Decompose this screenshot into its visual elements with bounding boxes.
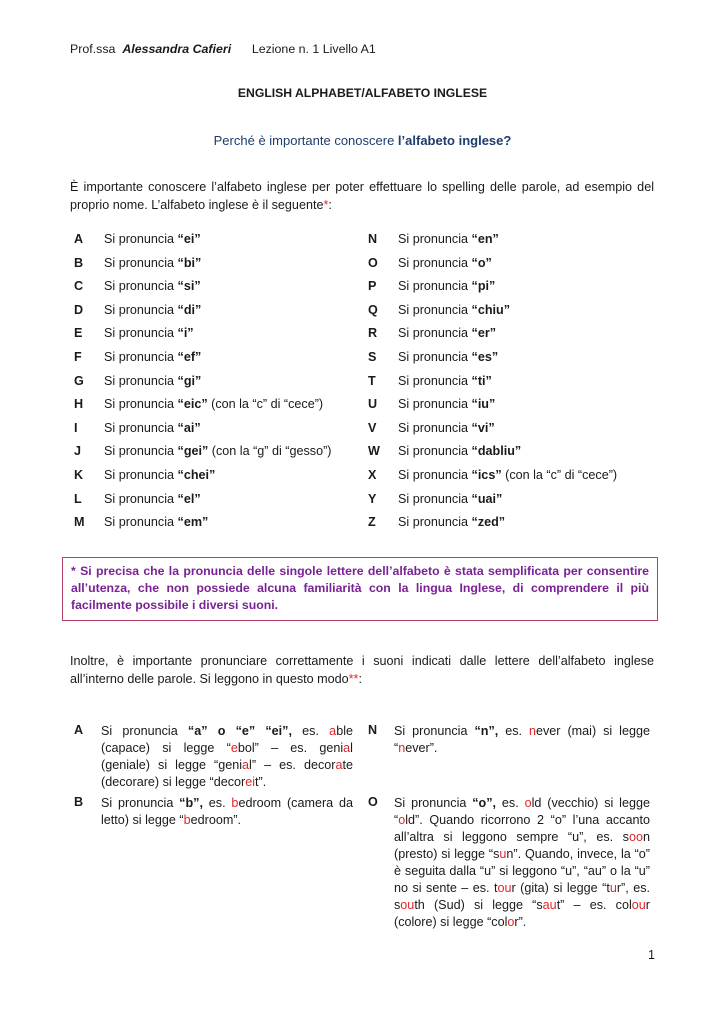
highlighted-sound: b	[231, 796, 239, 810]
alphabet-letter: Q	[368, 302, 378, 317]
alphabet-letter: C	[74, 279, 84, 294]
pronunciation-extra: (con la “c” di “cece”)	[501, 468, 618, 482]
sound-text: Si pronuncia	[101, 796, 180, 810]
alphabet-pronunciation	[104, 323, 194, 343]
sound-text: Si pronuncia	[394, 796, 473, 810]
sound-text: ever (mai) si legge “	[394, 724, 650, 755]
alphabet-pronunciation	[104, 465, 215, 485]
pronunciation-sound: “i”	[177, 326, 194, 341]
pronunciation-prefix: Si pronuncia	[398, 279, 472, 294]
highlighted-sound: u	[499, 847, 507, 861]
alphabet-letter: R	[368, 326, 378, 341]
sound-text: n”. Quando, invece, la “o” è seguita dalla “u” si leggono “u”, “au” o la “u” no si sente – es. t	[394, 847, 650, 895]
pronunciation-sound: “uai”	[471, 491, 503, 506]
sound-text: edroom”.	[190, 813, 242, 827]
pronunciation-sound: “ti”	[471, 373, 492, 388]
highlighted-sound: au	[542, 898, 557, 912]
alphabet-list-right	[368, 229, 658, 530]
alphabet-letter: V	[368, 420, 377, 435]
alphabet-pronunciation	[398, 347, 498, 367]
intro-paragraph	[70, 178, 654, 214]
page-header	[70, 42, 376, 56]
alphabet-pronunciation	[398, 371, 492, 391]
sound-text: ld (vecchio) si legge “	[394, 796, 650, 827]
pronunciation-sound: “ef”	[177, 350, 202, 364]
alphabet-pronunciation	[104, 418, 201, 438]
alphabet-letter: Z	[368, 515, 376, 530]
page-number: 1	[647, 948, 655, 962]
alphabet-letter: H	[74, 397, 84, 412]
alphabet-pronunciation	[104, 371, 201, 391]
sound-letter-o: O	[368, 795, 378, 809]
highlighted-sound: u	[609, 881, 617, 895]
pronunciation-prefix: Si pronuncia	[104, 350, 178, 364]
highlighted-sound: n	[528, 724, 536, 738]
sound-text: l (geniale) si legge “geni	[101, 741, 353, 772]
alphabet-letter: D	[74, 302, 84, 317]
pronunciation-prefix: Si pronuncia	[104, 397, 178, 412]
note-asterisk: *	[71, 564, 76, 578]
sound-text: te (decorare) si legge “decor	[101, 758, 353, 789]
alphabet-pronunciation	[398, 253, 492, 273]
sound-text: es.	[496, 796, 525, 810]
pronunciation-prefix: Si pronuncia	[104, 444, 178, 459]
sound-letter-a: A	[74, 723, 84, 737]
pronunciation-prefix: Si pronuncia	[104, 420, 178, 435]
pronunciation-prefix: Si pronuncia	[398, 326, 472, 341]
pronunciation-prefix: Si pronuncia	[398, 302, 472, 317]
highlighted-sound: a	[242, 758, 250, 772]
alphabet-pronunciation	[104, 489, 201, 509]
alphabet-pronunciation	[398, 300, 510, 320]
pronunciation-sound: “es”	[471, 350, 499, 364]
moreover-text: Inoltre, è importante pronunciare correttamente i suoni indicati dalle lettere dell’alfabeto inglese all’interno delle parole. Si leggono in questo modo	[70, 654, 654, 686]
alphabet-pronunciation	[104, 347, 201, 367]
sound-text: edroom (camera da letto) si legge “	[101, 796, 353, 827]
pronunciation-sound: “pi”	[471, 279, 496, 294]
pronunciation-sound: “zed”	[471, 515, 506, 530]
pronunciation-sound: “chei”	[177, 468, 216, 482]
question-bold: l’alfabeto inglese?	[397, 133, 512, 148]
alphabet-letter: A	[74, 232, 84, 246]
sound-letter-n: N	[368, 723, 378, 737]
pronunciation-sound: “em”	[177, 515, 209, 530]
pronunciation-sound: “iu”	[471, 397, 496, 412]
alphabet-list-left	[74, 229, 364, 530]
sound-label: “n”,	[474, 724, 499, 738]
pronunciation-sound: “eic”	[177, 397, 208, 412]
highlighted-sound: o	[398, 813, 406, 827]
pronunciation-prefix: Si pronuncia	[104, 326, 178, 341]
alphabet-letter: J	[74, 444, 82, 459]
pronunciation-prefix: Si pronuncia	[398, 232, 472, 246]
pronunciation-prefix: Si pronuncia	[104, 515, 178, 530]
pronunciation-prefix: Si pronuncia	[398, 491, 472, 506]
pronunciation-sound: “en”	[471, 232, 499, 246]
pronunciation-prefix: Si pronuncia	[104, 279, 178, 294]
pronunciation-prefix: Si pronuncia	[398, 468, 472, 482]
alphabet-letter: O	[368, 255, 378, 270]
sound-text: es.	[202, 796, 232, 810]
pronunciation-sound: “ei”	[177, 232, 201, 246]
alphabet-letter: B	[74, 255, 84, 270]
highlighted-sound: oo	[628, 830, 643, 844]
alphabet-letter: M	[74, 515, 85, 530]
pronunciation-prefix: Si pronuncia	[398, 255, 472, 270]
alphabet-letter: T	[368, 373, 376, 388]
sound-text: ever”.	[405, 741, 438, 755]
alphabet-pronunciation	[104, 512, 208, 532]
pronunciation-prefix: Si pronuncia	[104, 232, 178, 246]
header-prefix: Prof.ssa	[70, 42, 116, 56]
sound-text: r (gita) si legge “t	[511, 881, 610, 895]
highlighted-sound: a	[329, 724, 337, 738]
pronunciation-sound: “chiu”	[471, 302, 510, 317]
highlighted-sound: o	[524, 796, 532, 810]
sound-description-n	[394, 723, 650, 757]
alphabet-pronunciation	[104, 441, 332, 461]
sound-text: Si pronuncia	[101, 724, 188, 738]
highlighted-sound: a	[343, 741, 351, 755]
moreover-paragraph	[70, 652, 654, 688]
pronunciation-prefix: Si pronuncia	[398, 397, 472, 412]
highlighted-sound: n	[398, 741, 406, 755]
alphabet-pronunciation	[398, 465, 617, 485]
alphabet-letter: L	[74, 491, 82, 506]
pronunciation-prefix: Si pronuncia	[398, 420, 472, 435]
sound-text: th (Sud) si legge “s	[414, 898, 543, 912]
alphabet-pronunciation	[104, 276, 201, 296]
pronunciation-prefix: Si pronuncia	[398, 515, 472, 530]
alphabet-pronunciation	[104, 300, 201, 320]
alphabet-letter: X	[368, 468, 377, 482]
alphabet-pronunciation	[398, 394, 495, 414]
alphabet-pronunciation	[398, 323, 496, 343]
alphabet-pronunciation	[398, 489, 502, 509]
pronunciation-prefix: Si pronuncia	[104, 302, 178, 317]
alphabet-letter: G	[74, 373, 84, 388]
pronunciation-sound: “er”	[471, 326, 497, 341]
sound-description-a	[101, 723, 353, 791]
intro-text: È importante conoscere l’alfabeto inglese per poter effettuare lo spelling delle parole, ad esempio del proprio nome. L’alfabeto inglese è il seguente	[70, 180, 654, 212]
sound-text: es.	[291, 724, 330, 738]
pronunciation-sound: “gei”	[177, 444, 209, 459]
pronunciation-prefix: Si pronuncia	[104, 373, 178, 388]
pronunciation-prefix: Si pronuncia	[398, 444, 472, 459]
alphabet-pronunciation	[398, 512, 505, 532]
header-lesson: Lezione n. 1 Livello A1	[251, 42, 376, 56]
page-title: ENGLISH ALPHABET/ALFABETO INGLESE	[237, 86, 488, 100]
pronunciation-sound: “dabliu”	[471, 444, 522, 459]
alphabet-letter: W	[368, 444, 380, 459]
intro-asterisk: *	[323, 198, 329, 212]
alphabet-pronunciation	[398, 276, 495, 296]
sound-text: l” – es. decor	[249, 758, 336, 772]
sound-label: “b”,	[179, 796, 203, 810]
sound-text: r”, es. s	[394, 881, 651, 912]
pronunciation-sound: “gi”	[177, 373, 202, 388]
sound-text: ld”. Quando ricorrono 2 “o” l’una accanto all’altra si leggono sempre “u”, es. s	[394, 813, 650, 844]
moreover-asterisks: **	[348, 672, 359, 686]
alphabet-pronunciation	[104, 253, 201, 273]
pronunciation-extra: (con la “c” di “cece”)	[207, 397, 324, 412]
pronunciation-sound: “di”	[177, 302, 202, 317]
alphabet-letter: I	[74, 420, 78, 435]
pronunciation-sound: “bi”	[177, 255, 202, 270]
pronunciation-sound: “si”	[177, 279, 201, 294]
intro-end: :	[328, 198, 332, 212]
pronunciation-sound: “ics”	[471, 468, 502, 482]
alphabet-letter: N	[368, 232, 378, 246]
pronunciation-prefix: Si pronuncia	[104, 491, 178, 506]
sound-letter-b: B	[74, 795, 84, 809]
question-text: Perché è importante conoscere	[213, 133, 398, 148]
highlighted-sound: ou	[631, 898, 646, 912]
pronunciation-sound: “ai”	[177, 420, 201, 435]
highlighted-sound: e	[230, 741, 238, 755]
alphabet-letter: Y	[368, 491, 377, 506]
pronunciation-prefix: Si pronuncia	[104, 255, 178, 270]
highlighted-sound: ou	[497, 881, 512, 895]
alphabet-letter: E	[74, 326, 83, 341]
highlighted-sound: a	[335, 758, 343, 772]
sound-text: r”.	[514, 915, 527, 929]
note-text: Si precisa che la pronuncia delle singole lettere dell’alfabeto è stata semplificata per consentire all’utenza, che non possiede alcuna familiarità con la lingua Inglese, di comprendere il più facilmente possibile i diversi suoni.	[71, 564, 649, 612]
alphabet-pronunciation	[398, 229, 499, 249]
sound-text: t”.	[255, 775, 267, 789]
pronunciation-prefix: Si pronuncia	[104, 468, 178, 482]
alphabet-pronunciation	[104, 229, 201, 249]
alphabet-pronunciation	[398, 418, 495, 438]
pronunciation-sound: “vi”	[471, 420, 495, 435]
sound-text: r (colore) si legge “col	[394, 898, 650, 929]
highlighted-sound: b	[183, 813, 191, 827]
moreover-end: :	[358, 672, 362, 686]
pronunciation-prefix: Si pronuncia	[398, 373, 472, 388]
header-author: Alessandra Cafieri	[122, 42, 232, 56]
pronunciation-sound: “o”	[471, 255, 492, 270]
highlighted-sound: ei	[245, 775, 256, 789]
sound-text: n (presto) si legge “s	[394, 830, 650, 861]
pronunciation-note	[62, 557, 658, 621]
highlighted-sound: o	[507, 915, 515, 929]
sound-text: bol” – es. geni	[237, 741, 344, 755]
alphabet-letter: S	[368, 350, 377, 364]
sound-label: “a” o “e” “ei”,	[187, 724, 292, 738]
highlighted-sound: ou	[400, 898, 415, 912]
pronunciation-prefix: Si pronuncia	[398, 350, 472, 364]
alphabet-letter: F	[74, 350, 82, 364]
alphabet-letter: U	[368, 397, 378, 412]
sound-text: t” – es. col	[556, 898, 632, 912]
sound-description-o	[394, 795, 650, 931]
sound-label: “o”,	[472, 796, 497, 810]
alphabet-pronunciation	[104, 394, 323, 414]
sound-description-b	[101, 795, 353, 829]
alphabet-pronunciation	[398, 441, 521, 461]
question-heading	[0, 133, 725, 148]
sound-text: ble (capace) si legge “	[101, 724, 353, 755]
alphabet-letter: P	[368, 279, 377, 294]
pronunciation-sound: “el”	[177, 491, 201, 506]
sound-text: es.	[498, 724, 529, 738]
sound-text: Si pronuncia	[394, 724, 475, 738]
alphabet-letter: K	[74, 468, 84, 482]
pronunciation-extra: (con la “g” di “gesso”)	[208, 444, 332, 459]
